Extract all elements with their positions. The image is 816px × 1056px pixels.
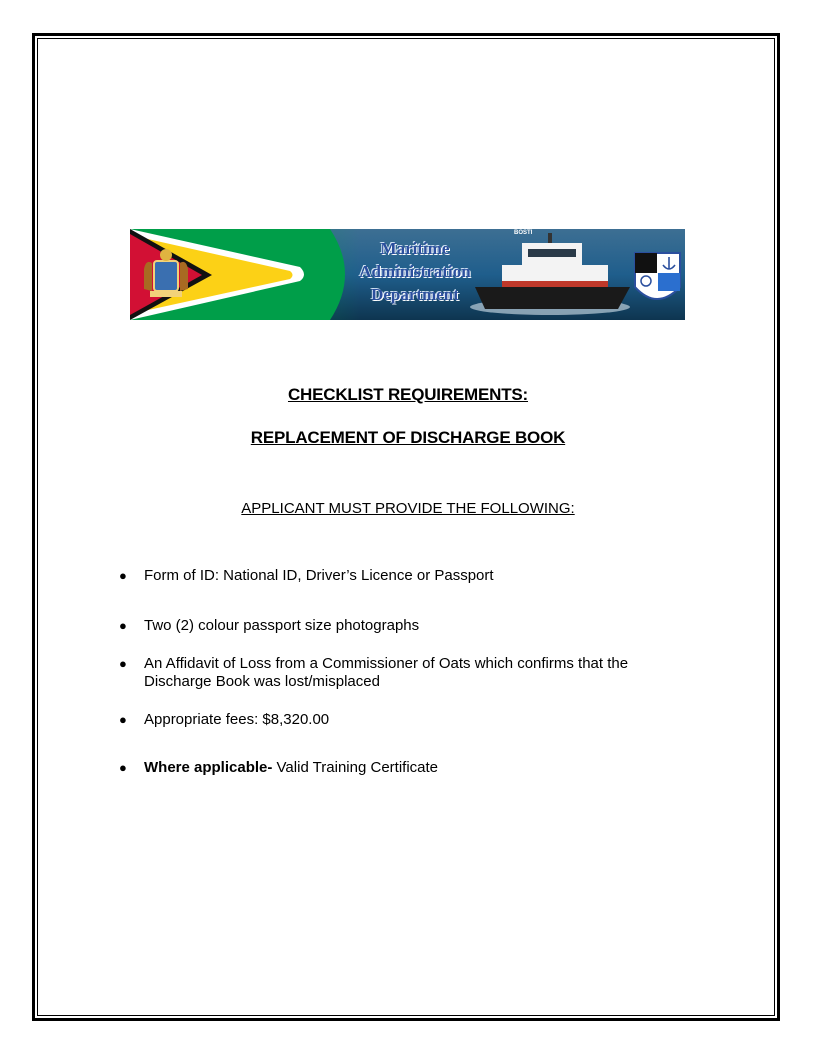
banner-text — [320, 237, 510, 306]
list-item: Form of ID: National ID, Driver’s Licence or Passport — [144, 567, 494, 584]
banner-line-1: Maritime — [380, 239, 450, 258]
bullet-icon: ● — [119, 618, 127, 633]
maritime-banner — [130, 229, 685, 320]
list-item: An Affidavit of Loss from a Commissioner of Oats which confirms that the Discharge Book was lost/misplaced — [144, 655, 629, 690]
banner-line-3: Department — [371, 285, 459, 304]
department-shield-icon — [635, 253, 680, 299]
list-item — [144, 759, 704, 777]
bullet-icon: ● — [119, 712, 127, 727]
page-border-inner — [37, 38, 775, 1016]
checklist-title: CHECKLIST REQUIREMENTS: — [287, 385, 529, 404]
applicable-label: Where applicable- — [144, 759, 273, 776]
applicable-text: Valid Training Certificate — [272, 759, 439, 776]
applicant-subheading: APPLICANT MUST PROVIDE THE FOLLOWING: — [241, 500, 575, 517]
bullet-icon: ● — [119, 760, 127, 775]
list-item: Appropriate fees: $8,320.00 — [144, 711, 330, 728]
vessel-name: BOSTI — [514, 230, 533, 236]
list-item: Two (2) colour passport size photographs — [144, 617, 420, 634]
document-title: REPLACEMENT OF DISCHARGE BOOK — [250, 428, 566, 447]
bullet-icon: ● — [119, 656, 127, 671]
bullet-icon: ● — [119, 568, 127, 583]
banner-line-2: Administration — [359, 262, 471, 281]
